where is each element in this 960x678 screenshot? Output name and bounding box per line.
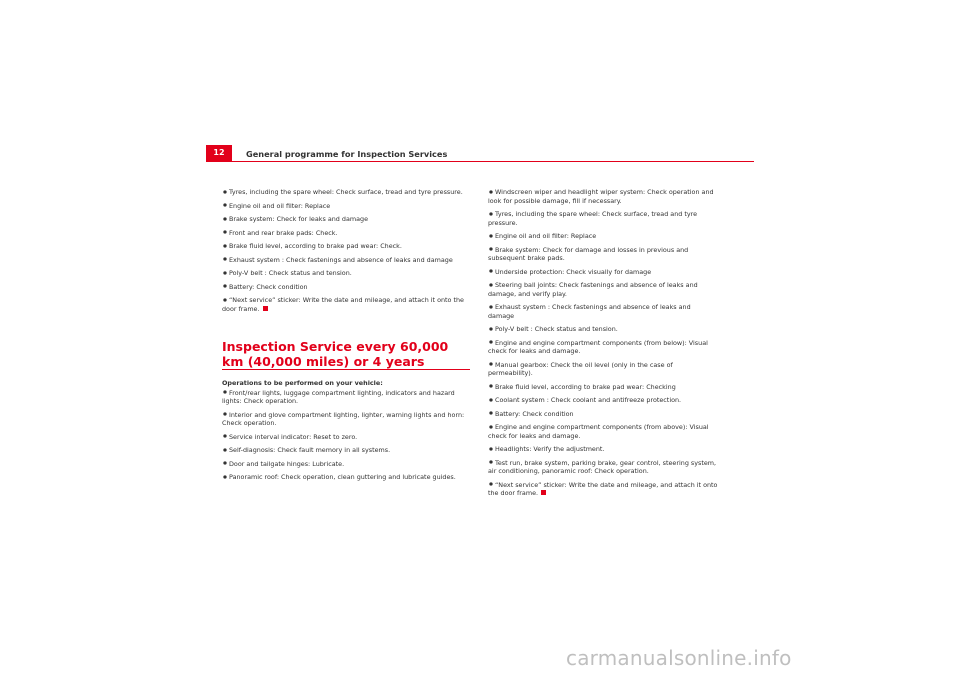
list-item: Engine and engine compartment components (from below): Visual check for leaks and damage. bbox=[488, 338, 708, 355]
list-item: Tyres, including the spare wheel: Check surface, tread and tyre pressure. bbox=[222, 188, 466, 197]
list-item: Front/rear lights, luggage compartment lighting, indicators and hazard lights: Check operation. bbox=[222, 388, 455, 405]
section-title: Inspection Service every 60,000 km (40,000 miles) or 4 years bbox=[222, 339, 449, 369]
bullet-icon bbox=[223, 298, 226, 301]
bullet-icon bbox=[489, 460, 492, 463]
section-subheading: Operations to be performed on your vehicle: bbox=[222, 379, 383, 387]
bullet-icon bbox=[223, 461, 226, 464]
list-item: Poly-V belt : Check status and tension. bbox=[222, 269, 466, 278]
list-item: Coolant system : Check coolant and antifreeze protection. bbox=[488, 396, 718, 405]
bullet-icon bbox=[223, 217, 226, 220]
list-item: Panoramic roof: Check operation, clean guttering and lubricate guides. bbox=[222, 473, 470, 482]
bullet-icon bbox=[223, 434, 226, 437]
bullet-icon bbox=[489, 327, 492, 330]
list-item: “Next service” sticker: Write the date and mileage, and attach it onto the door frame. bbox=[488, 480, 718, 497]
bullet-icon bbox=[489, 234, 492, 237]
bullet-icon bbox=[489, 384, 492, 387]
left-column-list bbox=[222, 188, 466, 318]
bullet-icon bbox=[489, 269, 492, 272]
bullet-icon bbox=[223, 244, 226, 247]
list-item: “Next service” sticker: Write the date and mileage, and attach it onto the door frame. bbox=[222, 296, 464, 313]
header-divider bbox=[206, 161, 754, 162]
list-item: Underside protection: Check visually for damage bbox=[488, 268, 718, 277]
list-item: Brake fluid level, according to brake pad wear: Check. bbox=[222, 242, 466, 251]
list-item: Door and tailgate hinges: Lubricate. bbox=[222, 460, 470, 469]
bullet-icon bbox=[489, 283, 492, 286]
list-item: Exhaust system : Check fastenings and absence of leaks and damage bbox=[222, 256, 466, 265]
right-column-list bbox=[488, 188, 718, 503]
list-item: Brake system: Check for damage and losses in previous and subsequent brake pads. bbox=[488, 245, 689, 262]
bullet-icon bbox=[223, 284, 226, 287]
bullet-icon bbox=[489, 482, 492, 485]
list-item: Manual gearbox: Check the oil level (only in the case of permeability). bbox=[488, 360, 673, 377]
list-item: Brake system: Check for leaks and damage bbox=[222, 215, 466, 224]
list-item: Test run, brake system, parking brake, gear control, steering system, air conditioning, panoramic roof: Check operation. bbox=[488, 458, 717, 475]
bullet-icon bbox=[489, 398, 492, 401]
bullet-icon bbox=[223, 475, 226, 478]
list-item: Poly-V belt : Check status and tension. bbox=[488, 325, 718, 334]
list-item: Brake fluid level, according to brake pad wear: Checking bbox=[488, 383, 718, 392]
list-item: Interior and glove compartment lighting, lighter, warning lights and horn: Check operation. bbox=[222, 410, 465, 427]
bullet-icon bbox=[489, 247, 492, 250]
list-item: Steering ball joints: Check fastenings and absence of leaks and damage, and verify play. bbox=[488, 281, 698, 298]
list-item: Engine and engine compartment components (from above): Visual check for leaks and damage. bbox=[488, 423, 709, 440]
bullet-icon bbox=[223, 448, 226, 451]
list-item: Tyres, including the spare wheel: Check surface, tread and tyre pressure. bbox=[488, 210, 698, 227]
bullet-icon bbox=[223, 271, 226, 274]
list-item: Windscreen wiper and headlight wiper system: Check operation and look for possible damage, fill if necessary. bbox=[488, 188, 714, 205]
list-item: Exhaust system : Check fastenings and absence of leaks and damage bbox=[488, 303, 691, 320]
watermark: carmanualsonline.info bbox=[566, 646, 792, 670]
list-item: Self-diagnosis: Check fault memory in all systems. bbox=[222, 446, 470, 455]
list-item: Front and rear brake pads: Check. bbox=[222, 229, 466, 238]
list-item: Engine oil and oil filter: Replace bbox=[488, 232, 718, 241]
bullet-icon bbox=[489, 212, 492, 215]
list-item: Engine oil and oil filter: Replace bbox=[222, 202, 466, 211]
bullet-icon bbox=[223, 412, 226, 415]
bullet-icon bbox=[489, 447, 492, 450]
bullet-icon bbox=[489, 190, 492, 193]
list-item: Service interval indicator: Reset to zero. bbox=[222, 433, 470, 442]
bullet-icon bbox=[223, 390, 226, 393]
list-item: Battery: Check condition bbox=[488, 410, 718, 419]
bullet-icon bbox=[223, 230, 226, 233]
end-of-section-icon bbox=[263, 306, 268, 311]
section-list bbox=[222, 379, 470, 487]
bullet-icon bbox=[489, 362, 492, 365]
bullet-icon bbox=[489, 340, 492, 343]
section-divider bbox=[222, 369, 470, 370]
list-item: Headlights: Verify the adjustment. bbox=[488, 445, 718, 454]
bullet-icon bbox=[489, 411, 492, 414]
end-of-section-icon bbox=[541, 490, 546, 495]
bullet-icon bbox=[489, 425, 492, 428]
page-header-title: General programme for Inspection Services bbox=[246, 149, 448, 159]
bullet-icon bbox=[223, 203, 226, 206]
list-item: Battery: Check condition bbox=[222, 283, 466, 292]
bullet-icon bbox=[489, 305, 492, 308]
bullet-icon bbox=[223, 190, 226, 193]
bullet-icon bbox=[223, 257, 226, 260]
page-number: 12 bbox=[213, 148, 225, 157]
